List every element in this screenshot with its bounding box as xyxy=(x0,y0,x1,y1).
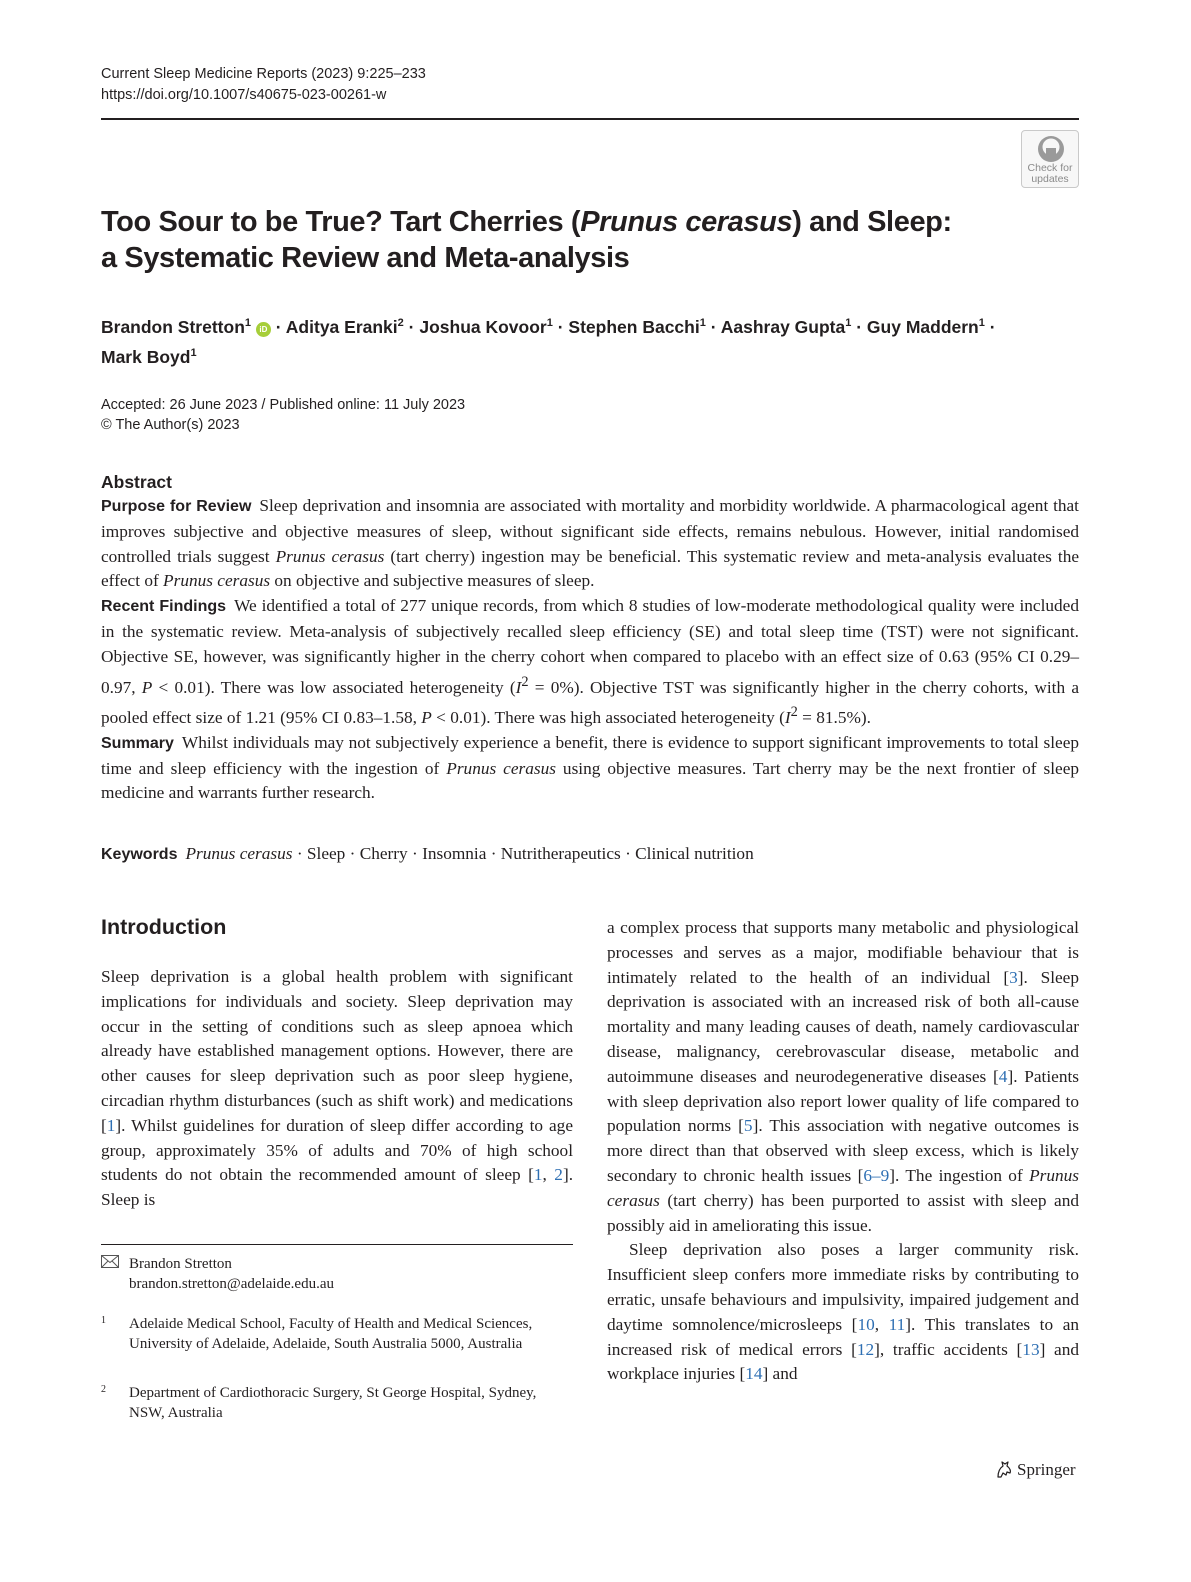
summary-label: Summary xyxy=(101,734,174,752)
abstract-text: (tart cherry) ingestion may be beneficial. This systematic review and meta-analysis evaluates the effect of xyxy=(101,546,1080,591)
body-text: ] and workplace injuries [ xyxy=(607,1339,1079,1384)
abstract-superscript: 2 xyxy=(790,704,798,721)
abstract-italic: I xyxy=(515,677,522,697)
affiliation-number: 2 xyxy=(101,1384,106,1395)
abstract-italic: P xyxy=(421,707,432,727)
body-text: a complex process that supports many metabolic and physiological processes and serves as a major, modifiable behaviour that is intimately related to the health of an individual [ xyxy=(607,918,1079,987)
orcid-icon[interactable]: iD xyxy=(256,322,271,337)
envelope-icon xyxy=(101,1254,123,1274)
section-heading-introduction: Introduction xyxy=(101,915,227,939)
author-name[interactable]: Aditya Eranki xyxy=(285,316,398,337)
badge-line1: Check for xyxy=(1027,162,1073,174)
citation-link[interactable]: 13 xyxy=(1022,1339,1040,1359)
abstract-text: We identified a total of 277 unique records, from which 8 studies of low-moderate methodological quality were included in the systematic review. Meta-analysis of subjectively recalled sleep efficiency (SE) and total sleep time (TST) were not significant. Objective SE, however, was significantly higher in the cherry cohort when compared to placebo with an effect size of 0.63 (95% CI 0.29–0.97, xyxy=(101,596,1079,697)
keywords xyxy=(101,841,1079,867)
abstract-italic: Prunus cerasus xyxy=(163,571,271,591)
body-italic: Prunus cerasus xyxy=(607,1165,1079,1210)
purpose-label: Purpose for Review xyxy=(101,498,252,515)
abstract-text: < 0.01). There was high associated heterogeneity ( xyxy=(431,707,785,727)
citation-link[interactable]: 6–9 xyxy=(863,1165,890,1185)
author-name[interactable]: Mark Boyd xyxy=(101,346,191,367)
author-list: Brandon Stretton$^1$ iD · Aditya Eranki$^2$ · Joshua Kovoor$^1$ · Stephen Bacchi$^1$ · Aashray Gupta$^1$ · Guy Maddern$^1$ · Mark Boyd$^1$ xyxy=(101,316,996,367)
affiliation-1 xyxy=(101,1314,573,1354)
author-name[interactable]: Brandon Stretton xyxy=(101,316,245,337)
author-name[interactable]: Stephen Bacchi xyxy=(568,316,700,337)
author-affiliation-mark: 1 xyxy=(699,317,706,329)
abstract-text: on objective and subjective measures of sleep. xyxy=(270,571,595,591)
title-italic: Prunus cerasus xyxy=(580,206,793,238)
abstract-text: = 0%). Objective TST was significantly higher in the cherry cohorts, with a pooled effect size of 1.21 (95% CI 0.83–1.58, xyxy=(101,677,1079,727)
body-text: ]. The ingestion of xyxy=(889,1165,1030,1185)
body-text: ]. Patients with sleep deprivation also report lower quality of life compared to population norms [ xyxy=(607,1066,1079,1136)
body-text: ] and xyxy=(762,1364,798,1384)
check-for-updates-badge[interactable] xyxy=(1021,130,1079,188)
abstract-text: Sleep deprivation and insomnia are associated with mortality and morbidity worldwide. A pharmacological agent that improves subjective and objective measures of sleep, without significant side effects, remains nebulous. However, initial randomised controlled trials suggest xyxy=(101,496,1079,566)
body-text: ]. Sleep is xyxy=(101,1165,574,1210)
springer-horse-icon xyxy=(994,1459,1014,1479)
citation-link[interactable]: 1 xyxy=(106,1115,116,1135)
body-text: ]. Whilst guidelines for duration of sleep differ according to age group, approximately 35% of adults and 70% of high school students do not obtain the recommended amount of sleep [ xyxy=(101,1115,573,1185)
affiliation-number: 1 xyxy=(101,1315,106,1326)
title-line2: a Systematic Review and Meta-analysis xyxy=(101,242,630,274)
running-header xyxy=(101,64,426,106)
abstract-superscript: 2 xyxy=(521,673,529,690)
author-affiliation-mark: 1 xyxy=(190,346,197,359)
header-rule xyxy=(101,118,1079,120)
body-text: ]. Sleep deprivation is associated with an increased risk of both all-cause mortality and many leading causes of death, namely cardiovascular disease, malignancy, cerebrovascular disease, metabolic and autoimmune diseases and neurodegenerative diseases [ xyxy=(607,967,1079,1086)
accepted-date: Accepted: 26 June 2023 / Published online: 11 July 2023 xyxy=(101,397,466,413)
intro-paragraph xyxy=(607,916,1079,1238)
publisher-name: Springer xyxy=(1017,1460,1076,1479)
author-affiliation-mark: 1 xyxy=(244,317,252,329)
title-part1: Too Sour to be True? Tart Cherries ( xyxy=(101,206,581,238)
corresponding-author-email[interactable]: brandon.stretton@adelaide.edu.au xyxy=(129,1276,334,1292)
abstract-italic: I xyxy=(784,707,791,727)
badge-line2: updates xyxy=(1031,173,1069,185)
author-name[interactable]: Aashray Gupta xyxy=(720,316,846,337)
author-affiliation-mark: 1 xyxy=(546,317,553,329)
body-text: (tart cherry) has been purported to assist with sleep and possibly aid in ameliorating this issue. xyxy=(607,1190,1079,1235)
intro-paragraph xyxy=(607,1238,1079,1387)
abstract xyxy=(101,470,1079,806)
keyword-italic: Prunus cerasus xyxy=(185,844,293,863)
citation-link[interactable]: 4 xyxy=(998,1066,1008,1086)
keywords-label: Keywords xyxy=(101,846,178,863)
author-affiliation-mark: 1 xyxy=(845,317,852,329)
body-text: , xyxy=(542,1165,555,1185)
affiliation-text: Department of Cardiothoracic Surgery, St George Hospital, Sydney, NSW, Australia xyxy=(129,1385,537,1421)
check-for-updates-icon xyxy=(1035,134,1067,164)
abstract-findings xyxy=(101,594,1079,731)
publisher-logo xyxy=(994,1458,1076,1482)
copyright-line: © The Author(s) 2023 xyxy=(101,417,240,433)
abstract-text: Whilst individuals may not subjectively experience a benefit, there is evidence to support significant improvements to total sleep time and sleep efficiency with the ingestion of xyxy=(101,732,1079,778)
abstract-text: = 81.5%). xyxy=(797,707,871,727)
citation-link[interactable]: 10 xyxy=(857,1314,875,1334)
footnote-rule xyxy=(101,1244,573,1245)
citation-link[interactable]: 12 xyxy=(856,1339,875,1359)
abstract-purpose xyxy=(101,494,1079,594)
body-text: ]. This translates to an increased risk of medical errors [ xyxy=(607,1314,1080,1359)
body-text: Sleep deprivation is a global health problem with significant implications for individuals and society. Sleep deprivation may occur in the setting of conditions such as sleep apnoea which already have established management options. However, there are other causes for sleep deprivation such as poor sleep hygiene, circadian rhythm disturbances (such as shift work) and medications [ xyxy=(101,967,573,1135)
abstract-text: using objective measures. Tart cherry may be the next frontier of sleep medicine and warrants further research. xyxy=(101,758,1080,803)
citation-link[interactable]: 14 xyxy=(745,1364,763,1384)
corresponding-author xyxy=(101,1254,573,1294)
article-title xyxy=(101,204,1001,276)
abstract-text: < 0.01). There was low associated heterogeneity ( xyxy=(152,677,516,697)
author-affiliation-mark: 2 xyxy=(397,317,404,329)
citation-link[interactable]: 2 xyxy=(554,1165,563,1185)
intro-left-column xyxy=(101,965,573,1213)
doi-link[interactable]: https://doi.org/10.1007/s40675-023-00261-w xyxy=(101,87,387,103)
affiliation-2 xyxy=(101,1383,573,1423)
findings-label: Recent Findings xyxy=(101,598,227,616)
publication-dates xyxy=(101,395,465,435)
affiliation-text: Adelaide Medical School, Faculty of Health and Medical Sciences, University of Adelaide, Adelaide, South Australia 5000, Australia xyxy=(129,1316,533,1352)
citation-link[interactable]: 3 xyxy=(1009,967,1018,987)
keywords-list: · Sleep · Cherry · Insomnia · Nutritherapeutics · Clinical nutrition xyxy=(292,844,754,863)
citation-link[interactable]: 5 xyxy=(743,1116,753,1136)
corresponding-author-name: Brandon Stretton xyxy=(129,1256,232,1272)
abstract-summary xyxy=(101,731,1079,806)
body-text: ]. This association with negative outcomes is more direct than that observed with sleep excess, which is likely secondary to chronic health issues [ xyxy=(607,1116,1079,1185)
author-name[interactable]: Joshua Kovoor xyxy=(419,316,547,337)
body-text: Sleep deprivation also poses a larger community risk. Insufficient sleep confers more immediate risks by contributing to erratic, unsafe behaviours and impulsivity, impaired judgement and daytime somnolence/microsleeps [ xyxy=(607,1240,1079,1334)
abstract-italic: Prunus cerasus xyxy=(275,546,385,566)
body-text: ], traffic accidents [ xyxy=(874,1339,1023,1359)
journal-citation: Current Sleep Medicine Reports (2023) 9:225–233 xyxy=(101,66,426,82)
author-affiliation-mark: 1 xyxy=(978,317,985,329)
abstract-heading: Abstract xyxy=(101,472,172,492)
title-part2: ) and Sleep: xyxy=(792,206,952,238)
intro-right-column xyxy=(607,916,1079,1387)
author-name[interactable]: Guy Maddern xyxy=(866,316,979,337)
abstract-italic: P xyxy=(141,677,153,697)
citation-link[interactable]: 11 xyxy=(888,1314,906,1334)
abstract-italic: Prunus cerasus xyxy=(446,758,556,778)
citation-link[interactable]: 1 xyxy=(533,1165,543,1185)
body-text: , xyxy=(874,1314,889,1334)
